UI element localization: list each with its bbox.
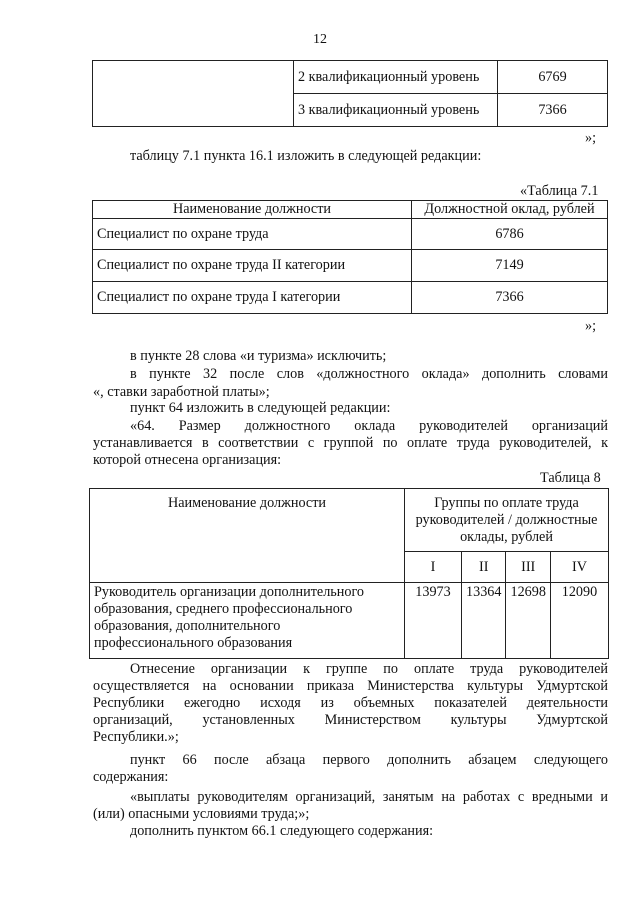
page-number: 12 bbox=[313, 32, 327, 47]
row-name: Специалист по охране труда bbox=[93, 219, 412, 250]
paragraph-p64-text-line3: которой отнесена организация: bbox=[93, 452, 282, 468]
table-8 bbox=[89, 488, 609, 659]
table-cell-empty bbox=[93, 61, 294, 127]
paragraph-p32-line2: «, ставки заработной платы»; bbox=[93, 384, 270, 400]
row-name-line4: профессионального образования bbox=[94, 635, 293, 651]
row-name-line3: образования, дополнительного bbox=[94, 618, 281, 634]
p66-line1: пункт 66 после абзаца первого дополнить абзацем следующего bbox=[130, 752, 608, 768]
row-name: Специалист по охране труда II категории bbox=[93, 250, 412, 282]
row-name-line2: образования, среднего профессионального bbox=[94, 601, 353, 617]
p66-line5: дополнить пунктом 66.1 следующего содержания: bbox=[130, 823, 434, 839]
paragraph-p64: пункт 64 изложить в следующей редакции: bbox=[130, 400, 391, 416]
table-row bbox=[93, 282, 608, 314]
close-quote: »; bbox=[585, 318, 597, 334]
header-groups-line2: руководителей / должностные bbox=[415, 512, 598, 528]
header-name: Наименование должности bbox=[90, 489, 405, 583]
row-salary: 7366 bbox=[412, 282, 608, 314]
table-header-row bbox=[93, 201, 608, 219]
row-value: 12698 bbox=[506, 583, 550, 659]
p66-line4: (или) опасными условиями труда;»; bbox=[93, 806, 310, 822]
after-table-8-line3: Республики ежегодно исходя из объемных показателей деятельности bbox=[93, 695, 608, 711]
table-7-1-caption: «Таблица 7.1 bbox=[520, 183, 599, 199]
table-cell-level: 2 квалификационный уровень bbox=[294, 61, 498, 94]
row-salary: 6786 bbox=[412, 219, 608, 250]
row-name bbox=[90, 583, 405, 659]
row-salary: 7149 bbox=[412, 250, 608, 282]
table-top-continuation bbox=[92, 60, 608, 127]
table-cell-salary: 7366 bbox=[498, 94, 608, 127]
row-value: 13973 bbox=[405, 583, 462, 659]
after-table-8-line5: Республики.»; bbox=[93, 729, 179, 745]
table-cell-salary: 6769 bbox=[498, 61, 608, 94]
row-value: 12090 bbox=[550, 583, 608, 659]
group-header: I bbox=[405, 552, 462, 583]
paragraph-p28: в пункте 28 слова «и туризма» исключить; bbox=[130, 348, 387, 364]
p66-line2: содержания: bbox=[93, 769, 169, 785]
paragraph-p64-text-line1: «64. Размер должностного оклада руководителей организаций bbox=[130, 418, 608, 434]
after-table-8-line4: организаций, установленных Министерством культуры Удмуртской bbox=[93, 712, 608, 728]
header-groups-line1: Группы по оплате труда bbox=[434, 495, 579, 511]
header-groups-line3: оклады, рублей bbox=[460, 529, 553, 545]
after-table-8-line1: Отнесение организации к группе по оплате труда руководителей bbox=[130, 661, 608, 677]
row-name-line1: Руководитель организации дополнительного bbox=[94, 584, 365, 600]
header-salary: Должностной оклад, рублей bbox=[412, 201, 608, 219]
intro-table-7-1: таблицу 7.1 пункта 16.1 изложить в следующей редакции: bbox=[130, 148, 482, 164]
table-header-row bbox=[90, 489, 609, 552]
table-row bbox=[93, 250, 608, 282]
header-name: Наименование должности bbox=[93, 201, 412, 219]
header-groups bbox=[405, 489, 609, 552]
table-row bbox=[90, 583, 609, 659]
row-value: 13364 bbox=[462, 583, 506, 659]
table-7-1 bbox=[92, 200, 608, 314]
table-row bbox=[93, 219, 608, 250]
row-name: Специалист по охране труда I категории bbox=[93, 282, 412, 314]
after-table-8-line2: осуществляется на основании приказа Министерства культуры Удмуртской bbox=[93, 678, 608, 694]
table-cell-level: 3 квалификационный уровень bbox=[294, 94, 498, 127]
p66-line3: «выплаты руководителям организаций, занятым на работах с вредными и bbox=[130, 789, 608, 805]
close-quote: »; bbox=[585, 130, 597, 146]
table-row bbox=[93, 61, 608, 94]
group-header: IV bbox=[550, 552, 608, 583]
paragraph-p32-line1: в пункте 32 после слов «должностного оклада» дополнить словами bbox=[130, 366, 608, 382]
group-header: III bbox=[506, 552, 550, 583]
paragraph-p64-text-line2: устанавливается в соответствии с группой по оплате труда руководителей, к bbox=[93, 435, 608, 451]
group-header: II bbox=[462, 552, 506, 583]
table-8-caption: Таблица 8 bbox=[540, 470, 601, 486]
